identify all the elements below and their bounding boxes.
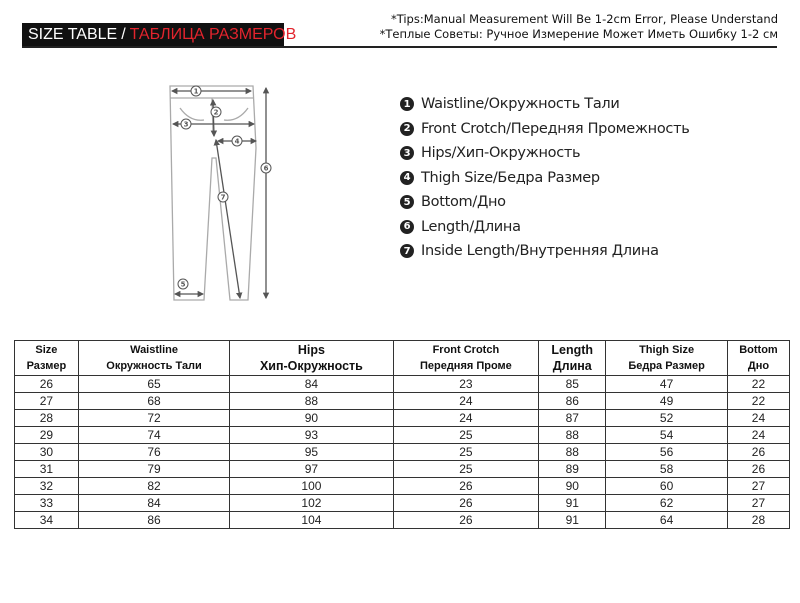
marker-6 (261, 163, 271, 173)
header-ru: Хип-Окружность (259, 359, 363, 373)
header-ru: Дно (747, 360, 770, 372)
column-header-size (15, 341, 79, 376)
table-cell: 65 (78, 376, 230, 393)
table-row (15, 410, 790, 427)
header-ru: Размер (26, 360, 67, 372)
table-cell: 26 (727, 461, 789, 478)
table-cell: 29 (15, 427, 79, 444)
table-cell: 93 (230, 427, 393, 444)
marker-3 (181, 119, 191, 129)
table-cell: 24 (727, 410, 789, 427)
legend-number: 5 (400, 195, 414, 209)
table-cell: 26 (727, 444, 789, 461)
table-cell: 95 (230, 444, 393, 461)
table-cell: 88 (539, 444, 606, 461)
table-cell: 97 (230, 461, 393, 478)
marker-2-label: 2 (213, 108, 219, 117)
table-cell: 25 (393, 444, 539, 461)
legend-number: 7 (400, 244, 414, 258)
table-cell: 89 (539, 461, 606, 478)
title-english: SIZE TABLE (28, 26, 118, 43)
table-cell: 91 (539, 495, 606, 512)
table-cell: 85 (539, 376, 606, 393)
legend-number: 3 (400, 146, 414, 160)
table-cell: 60 (606, 478, 728, 495)
table-row (15, 376, 790, 393)
header-en: Size (35, 344, 58, 356)
table-cell: 27 (15, 393, 79, 410)
tips-text-russian: Ручное Измерение Может Иметь Ошибку 1-2 см (486, 27, 778, 41)
legend-label: Thigh Size/Бедра Размер (421, 169, 600, 186)
marker-5 (178, 279, 188, 289)
marker-7 (218, 192, 228, 202)
table-cell: 84 (230, 376, 393, 393)
table-cell: 27 (727, 478, 789, 495)
table-cell: 90 (539, 478, 606, 495)
tips-label-english: *Tips: (390, 12, 424, 26)
table-cell: 27 (727, 495, 789, 512)
marker-5-label: 5 (180, 280, 186, 289)
table-cell: 26 (393, 512, 539, 529)
column-header-bottom (727, 341, 789, 376)
table-header-row (15, 341, 790, 376)
table-row (15, 461, 790, 478)
legend-label: Length/Длина (421, 218, 521, 235)
table-cell: 68 (78, 393, 230, 410)
legend-number: 2 (400, 122, 414, 136)
header-en: Length (551, 343, 594, 357)
column-header-waistline (78, 341, 230, 376)
table-cell: 90 (230, 410, 393, 427)
table-cell: 102 (230, 495, 393, 512)
table-cell: 64 (606, 512, 728, 529)
legend-label: Inside Length/Внутренняя Длина (421, 243, 659, 260)
table-cell: 34 (15, 512, 79, 529)
pants-measurement-diagram (160, 78, 285, 308)
title-separator: / (121, 26, 126, 43)
table-row (15, 495, 790, 512)
table-cell: 24 (727, 427, 789, 444)
marker-4 (232, 136, 242, 146)
table-cell: 25 (393, 427, 539, 444)
header-ru: Окружность Тали (106, 360, 202, 372)
legend-number: 6 (400, 220, 414, 234)
table-cell: 25 (393, 461, 539, 478)
table-cell: 84 (78, 495, 230, 512)
column-header-hips (230, 341, 393, 376)
table-cell: 24 (393, 410, 539, 427)
table-cell: 74 (78, 427, 230, 444)
table-cell: 31 (15, 461, 79, 478)
tips-label-russian: *Теплые Советы: (379, 27, 483, 41)
header-ru: Длина (552, 359, 592, 373)
legend-item-front-crotch (400, 117, 689, 142)
table-row (15, 444, 790, 461)
marker-4-label: 4 (234, 137, 240, 146)
legend-label: Waistline/Окружность Тали (421, 96, 620, 113)
table-cell: 88 (539, 427, 606, 444)
legend-label: Bottom/Дно (421, 194, 506, 211)
table-cell: 22 (727, 376, 789, 393)
legend-item-length (400, 215, 689, 240)
header-en: Front Crotch (432, 344, 500, 356)
marker-7-label: 7 (220, 193, 226, 202)
table-row (15, 393, 790, 410)
tips-text-english: Manual Measurement Will Be 1-2cm Error, Please Understand (423, 12, 778, 26)
column-header-length (539, 341, 606, 376)
legend-label: Hips/Хип-Окружность (421, 145, 581, 162)
marker-2 (211, 107, 221, 117)
table-cell: 58 (606, 461, 728, 478)
table-cell: 88 (230, 393, 393, 410)
table-cell: 52 (606, 410, 728, 427)
header-en: Thigh Size (639, 344, 695, 356)
table-cell: 86 (78, 512, 230, 529)
table-cell: 100 (230, 478, 393, 495)
table-cell: 76 (78, 444, 230, 461)
legend-item-hips (400, 141, 689, 166)
table-cell: 33 (15, 495, 79, 512)
title-russian: ТАБЛИЦА РАЗМЕРОВ (129, 26, 297, 43)
table-cell: 91 (539, 512, 606, 529)
measurement-legend (400, 92, 689, 264)
legend-label: Front Crotch/Передняя Промежность (421, 120, 690, 137)
header-ru: Бедра Размер (628, 360, 705, 372)
table-cell: 22 (727, 393, 789, 410)
header-en: Hips (297, 343, 325, 357)
table-cell: 28 (727, 512, 789, 529)
table-cell: 26 (15, 376, 79, 393)
header-en: Bottom (739, 344, 778, 356)
column-header-thigh-size (606, 341, 728, 376)
table-cell: 72 (78, 410, 230, 427)
header-en: Waistline (130, 344, 178, 356)
size-chart-table (14, 340, 790, 529)
header-ru: Передняя Проме (419, 360, 512, 372)
table-row (15, 427, 790, 444)
legend-item-waistline (400, 92, 689, 117)
marker-1-label: 1 (193, 87, 199, 96)
table-cell: 49 (606, 393, 728, 410)
header-divider (22, 46, 777, 48)
marker-6-label: 6 (263, 164, 269, 173)
size-table-title (22, 23, 297, 47)
table-cell: 87 (539, 410, 606, 427)
legend-number: 4 (400, 171, 414, 185)
table-cell: 82 (78, 478, 230, 495)
table-cell: 32 (15, 478, 79, 495)
marker-1 (191, 86, 201, 96)
table-cell: 56 (606, 444, 728, 461)
tips-line-russian (380, 27, 778, 42)
table-cell: 47 (606, 376, 728, 393)
legend-item-inside-length (400, 239, 689, 264)
legend-number: 1 (400, 97, 414, 111)
table-cell: 86 (539, 393, 606, 410)
column-header-front-crotch (393, 341, 539, 376)
table-cell: 28 (15, 410, 79, 427)
table-row (15, 478, 790, 495)
table-cell: 62 (606, 495, 728, 512)
table-cell: 79 (78, 461, 230, 478)
legend-item-thigh-size (400, 166, 689, 191)
table-row (15, 512, 790, 529)
table-cell: 26 (393, 478, 539, 495)
marker-3-label: 3 (183, 120, 189, 129)
table-cell: 54 (606, 427, 728, 444)
table-cell: 24 (393, 393, 539, 410)
table-cell: 26 (393, 495, 539, 512)
table-cell: 104 (230, 512, 393, 529)
table-cell: 23 (393, 376, 539, 393)
tips-note (380, 12, 778, 42)
legend-item-bottom (400, 190, 689, 215)
tips-line-english (380, 12, 778, 27)
table-cell: 30 (15, 444, 79, 461)
